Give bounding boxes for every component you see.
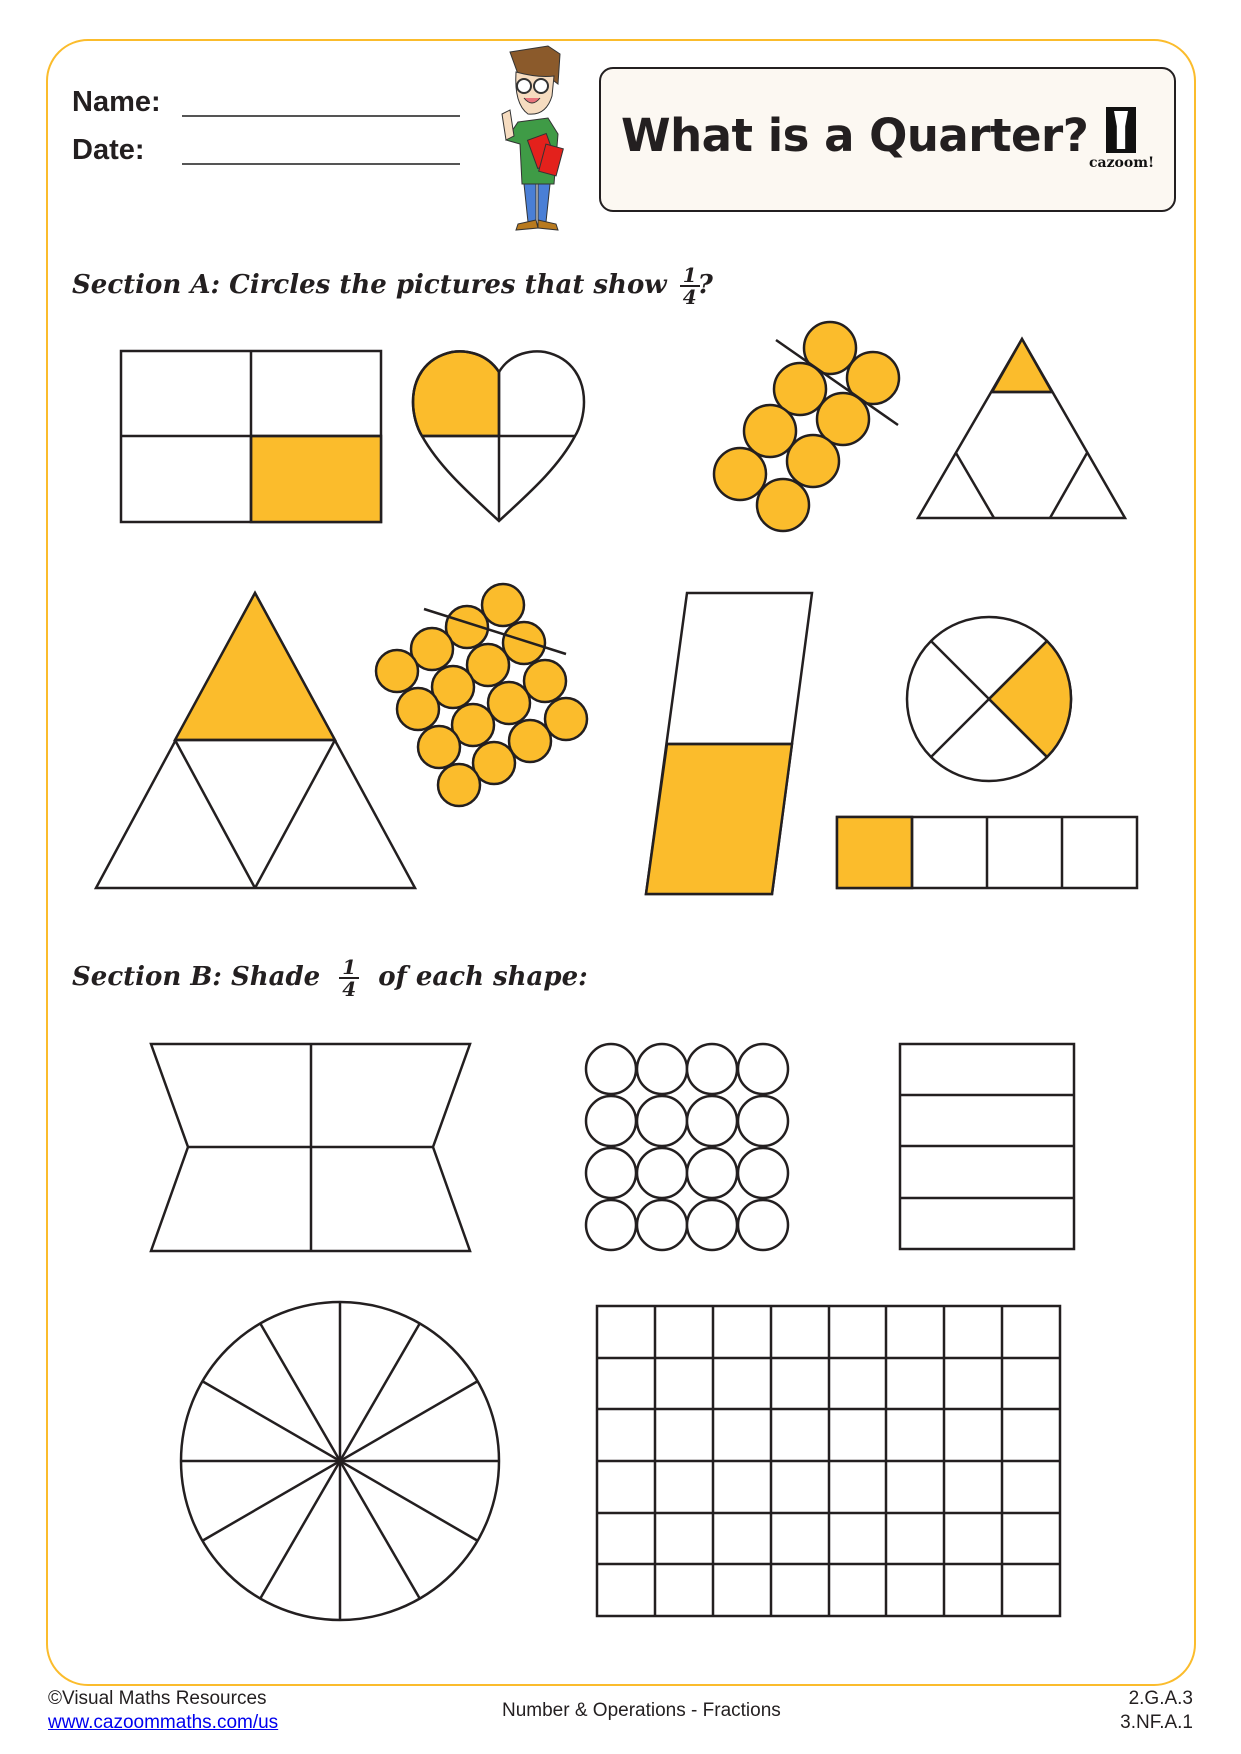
footer-standard-2: 3.NF.A.1 [1120, 1712, 1193, 1733]
title-box [599, 67, 1176, 212]
shape-circle-group-16[interactable] [376, 584, 587, 806]
shape-wheel-to-shade[interactable] [181, 1302, 499, 1620]
footer-website-link[interactable]: www.cazoommaths.com/us [48, 1712, 279, 1733]
section-b-suffix: of each shape: [378, 962, 588, 992]
footer-copyright: ©Visual Maths Resources [48, 1688, 267, 1709]
footer-topic: Number & Operations - Fractions [502, 1700, 781, 1721]
shape-circle-group-8[interactable] [714, 322, 899, 531]
shape-heart-quarters[interactable] [413, 351, 584, 521]
section-a-shapes [0, 300, 1241, 920]
name-field-line[interactable] [182, 115, 460, 117]
section-b-shapes [0, 1030, 1241, 1630]
shape-circle-quarters[interactable] [907, 617, 1071, 781]
fraction-denominator: 4 [342, 977, 357, 1001]
fraction-numerator: 1 [339, 957, 359, 979]
footer-link-wrap [48, 1712, 278, 1734]
section-b-text: Section B: Shade [72, 962, 321, 992]
teacher-cartoon-icon [488, 44, 572, 234]
shape-bowtie-to-shade[interactable] [151, 1044, 470, 1251]
cazoom-logo [1089, 107, 1153, 181]
date-label: Date: [72, 134, 145, 166]
fraction-numerator: 1 [680, 265, 700, 287]
shape-rectangle-quarters[interactable] [121, 351, 381, 522]
shape-parallelogram-halves[interactable] [646, 593, 812, 894]
logo-text: cazoom! [1089, 155, 1155, 171]
section-a-suffix: ? [697, 270, 713, 300]
shape-circle-grid-to-shade[interactable] [586, 1044, 788, 1250]
name-label: Name: [72, 86, 161, 118]
shape-grid-to-shade[interactable] [597, 1306, 1060, 1616]
section-b-heading [72, 957, 588, 999]
shape-triangle-corners[interactable] [918, 339, 1125, 518]
shape-triangle-four-parts[interactable] [96, 593, 415, 888]
fraction-denominator: 4 [682, 285, 697, 309]
fraction-one-quarter [339, 957, 359, 999]
shape-stripes-to-shade[interactable] [900, 1044, 1074, 1249]
date-field-line[interactable] [182, 163, 460, 165]
footer-standard-1: 2.G.A.3 [1128, 1688, 1193, 1709]
page-title: What is a Quarter? [621, 109, 1089, 162]
shape-bar-four-parts[interactable] [837, 817, 1137, 888]
section-a-text: Section A: Circles the pictures that show [72, 270, 667, 300]
